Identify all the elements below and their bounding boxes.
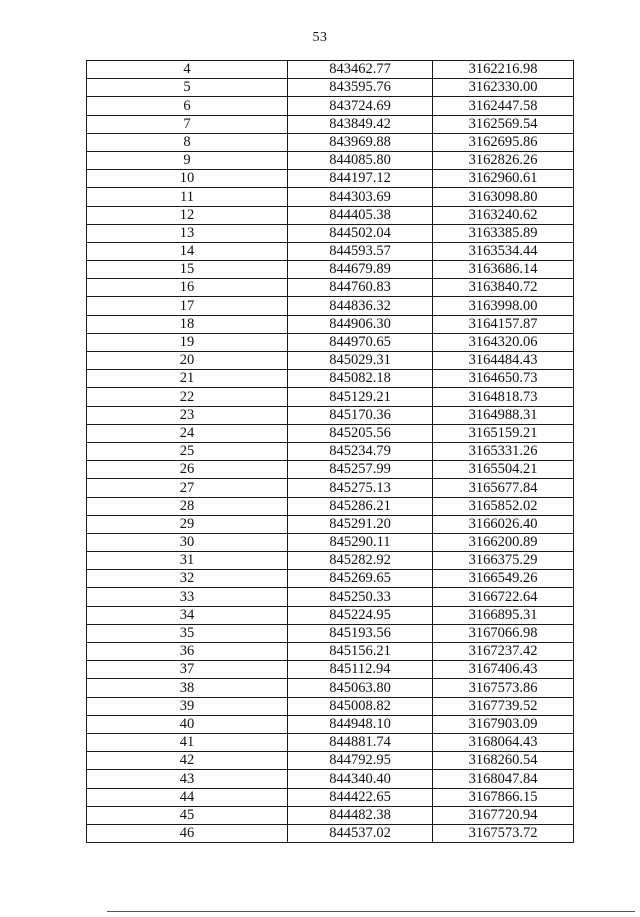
y-coordinate-cell: 3167573.86 [433, 679, 574, 697]
table-row [87, 733, 574, 751]
x-coordinate-cell: 844502.04 [288, 224, 433, 242]
y-coordinate-cell: 3166722.64 [433, 588, 574, 606]
x-coordinate-cell: 844085.80 [288, 151, 433, 169]
point-number-cell: 32 [87, 570, 288, 588]
point-number-cell: 42 [87, 752, 288, 770]
x-coordinate-cell: 845275.13 [288, 479, 433, 497]
x-coordinate-cell: 845112.94 [288, 661, 433, 679]
y-coordinate-cell: 3163534.44 [433, 242, 574, 260]
x-coordinate-cell: 845205.56 [288, 424, 433, 442]
point-number-cell: 17 [87, 297, 288, 315]
table-row [87, 624, 574, 642]
y-coordinate-cell: 3164818.73 [433, 388, 574, 406]
y-coordinate-cell: 3163385.89 [433, 224, 574, 242]
bottom-rule [107, 911, 635, 912]
x-coordinate-cell: 843849.42 [288, 115, 433, 133]
table-row [87, 206, 574, 224]
x-coordinate-cell: 844881.74 [288, 733, 433, 751]
x-coordinate-cell: 844970.65 [288, 333, 433, 351]
point-number-cell: 16 [87, 279, 288, 297]
y-coordinate-cell: 3165504.21 [433, 461, 574, 479]
table-row [87, 515, 574, 533]
x-coordinate-cell: 845029.31 [288, 352, 433, 370]
x-coordinate-cell: 845193.56 [288, 624, 433, 642]
table-row [87, 752, 574, 770]
table-row [87, 79, 574, 97]
y-coordinate-cell: 3168260.54 [433, 752, 574, 770]
table-row [87, 806, 574, 824]
x-coordinate-cell: 845129.21 [288, 388, 433, 406]
point-number-cell: 4 [87, 61, 288, 79]
y-coordinate-cell: 3162826.26 [433, 151, 574, 169]
table-row [87, 279, 574, 297]
x-coordinate-cell: 844537.02 [288, 824, 433, 842]
x-coordinate-cell: 845290.11 [288, 533, 433, 551]
point-number-cell: 10 [87, 170, 288, 188]
point-number-cell: 9 [87, 151, 288, 169]
x-coordinate-cell: 844792.95 [288, 752, 433, 770]
y-coordinate-cell: 3162447.58 [433, 97, 574, 115]
point-number-cell: 29 [87, 515, 288, 533]
point-number-cell: 34 [87, 606, 288, 624]
x-coordinate-cell: 843595.76 [288, 79, 433, 97]
point-number-cell: 5 [87, 79, 288, 97]
table-row [87, 151, 574, 169]
table-row [87, 461, 574, 479]
point-number-cell: 28 [87, 497, 288, 515]
point-number-cell: 45 [87, 806, 288, 824]
table-row [87, 242, 574, 260]
x-coordinate-cell: 845269.65 [288, 570, 433, 588]
table-row [87, 697, 574, 715]
x-coordinate-cell: 844405.38 [288, 206, 433, 224]
x-coordinate-cell: 845234.79 [288, 442, 433, 460]
y-coordinate-cell: 3163686.14 [433, 261, 574, 279]
x-coordinate-cell: 845063.80 [288, 679, 433, 697]
table-row [87, 788, 574, 806]
point-number-cell: 27 [87, 479, 288, 497]
y-coordinate-cell: 3168064.43 [433, 733, 574, 751]
x-coordinate-cell: 845156.21 [288, 643, 433, 661]
point-number-cell: 38 [87, 679, 288, 697]
point-number-cell: 43 [87, 770, 288, 788]
point-number-cell: 24 [87, 424, 288, 442]
y-coordinate-cell: 3164484.43 [433, 352, 574, 370]
table-row [87, 133, 574, 151]
point-number-cell: 11 [87, 188, 288, 206]
x-coordinate-cell: 843724.69 [288, 97, 433, 115]
table-body [87, 61, 574, 843]
y-coordinate-cell: 3167866.15 [433, 788, 574, 806]
x-coordinate-cell: 844948.10 [288, 715, 433, 733]
y-coordinate-cell: 3165159.21 [433, 424, 574, 442]
point-number-cell: 26 [87, 461, 288, 479]
point-number-cell: 39 [87, 697, 288, 715]
point-number-cell: 7 [87, 115, 288, 133]
point-number-cell: 13 [87, 224, 288, 242]
point-number-cell: 23 [87, 406, 288, 424]
point-number-cell: 21 [87, 370, 288, 388]
point-number-cell: 14 [87, 242, 288, 260]
table-row [87, 497, 574, 515]
y-coordinate-cell: 3167739.52 [433, 697, 574, 715]
table-row [87, 643, 574, 661]
y-coordinate-cell: 3164650.73 [433, 370, 574, 388]
x-coordinate-cell: 844482.38 [288, 806, 433, 824]
table-row [87, 388, 574, 406]
page-number: 53 [312, 30, 328, 45]
x-coordinate-cell: 844303.69 [288, 188, 433, 206]
point-number-cell: 44 [87, 788, 288, 806]
x-coordinate-cell: 844593.57 [288, 242, 433, 260]
y-coordinate-cell: 3164157.87 [433, 315, 574, 333]
y-coordinate-cell: 3165677.84 [433, 479, 574, 497]
x-coordinate-cell: 844836.32 [288, 297, 433, 315]
point-number-cell: 46 [87, 824, 288, 842]
x-coordinate-cell: 845082.18 [288, 370, 433, 388]
point-number-cell: 40 [87, 715, 288, 733]
point-number-cell: 25 [87, 442, 288, 460]
y-coordinate-cell: 3164320.06 [433, 333, 574, 351]
y-coordinate-cell: 3164988.31 [433, 406, 574, 424]
y-coordinate-cell: 3162330.00 [433, 79, 574, 97]
table-row [87, 261, 574, 279]
table-row [87, 715, 574, 733]
x-coordinate-cell: 844906.30 [288, 315, 433, 333]
table-row [87, 406, 574, 424]
x-coordinate-cell: 844679.89 [288, 261, 433, 279]
point-number-cell: 8 [87, 133, 288, 151]
table-row [87, 770, 574, 788]
x-coordinate-cell: 845286.21 [288, 497, 433, 515]
y-coordinate-cell: 3167406.43 [433, 661, 574, 679]
point-number-cell: 33 [87, 588, 288, 606]
x-coordinate-cell: 844422.65 [288, 788, 433, 806]
table-row [87, 115, 574, 133]
y-coordinate-cell: 3162216.98 [433, 61, 574, 79]
x-coordinate-cell: 845257.99 [288, 461, 433, 479]
point-number-cell: 22 [87, 388, 288, 406]
y-coordinate-cell: 3168047.84 [433, 770, 574, 788]
x-coordinate-cell: 844340.40 [288, 770, 433, 788]
point-number-cell: 19 [87, 333, 288, 351]
x-coordinate-cell: 845250.33 [288, 588, 433, 606]
y-coordinate-cell: 3167066.98 [433, 624, 574, 642]
table-row [87, 533, 574, 551]
y-coordinate-cell: 3166026.40 [433, 515, 574, 533]
x-coordinate-cell: 845008.82 [288, 697, 433, 715]
y-coordinate-cell: 3166200.89 [433, 533, 574, 551]
x-coordinate-cell: 845224.95 [288, 606, 433, 624]
point-number-cell: 31 [87, 552, 288, 570]
table-row [87, 170, 574, 188]
table-row [87, 61, 574, 79]
coordinates-table [86, 60, 574, 843]
table-row [87, 297, 574, 315]
y-coordinate-cell: 3166549.26 [433, 570, 574, 588]
table-row [87, 661, 574, 679]
point-number-cell: 20 [87, 352, 288, 370]
table-row [87, 679, 574, 697]
point-number-cell: 15 [87, 261, 288, 279]
y-coordinate-cell: 3166895.31 [433, 606, 574, 624]
x-coordinate-cell: 845282.92 [288, 552, 433, 570]
point-number-cell: 37 [87, 661, 288, 679]
point-number-cell: 30 [87, 533, 288, 551]
x-coordinate-cell: 843462.77 [288, 61, 433, 79]
x-coordinate-cell: 844760.83 [288, 279, 433, 297]
table-row [87, 479, 574, 497]
y-coordinate-cell: 3163098.80 [433, 188, 574, 206]
point-number-cell: 6 [87, 97, 288, 115]
table-row [87, 606, 574, 624]
y-coordinate-cell: 3163240.62 [433, 206, 574, 224]
y-coordinate-cell: 3162569.54 [433, 115, 574, 133]
point-number-cell: 41 [87, 733, 288, 751]
point-number-cell: 12 [87, 206, 288, 224]
y-coordinate-cell: 3167720.94 [433, 806, 574, 824]
table-row [87, 315, 574, 333]
point-number-cell: 36 [87, 643, 288, 661]
table-row [87, 370, 574, 388]
y-coordinate-cell: 3163998.00 [433, 297, 574, 315]
table-row [87, 333, 574, 351]
x-coordinate-cell: 845170.36 [288, 406, 433, 424]
point-number-cell: 18 [87, 315, 288, 333]
table-row [87, 188, 574, 206]
y-coordinate-cell: 3163840.72 [433, 279, 574, 297]
table-row [87, 570, 574, 588]
point-number-cell: 35 [87, 624, 288, 642]
y-coordinate-cell: 3166375.29 [433, 552, 574, 570]
y-coordinate-cell: 3167573.72 [433, 824, 574, 842]
table-row [87, 97, 574, 115]
y-coordinate-cell: 3165852.02 [433, 497, 574, 515]
y-coordinate-cell: 3167903.09 [433, 715, 574, 733]
table-row [87, 552, 574, 570]
x-coordinate-cell: 845291.20 [288, 515, 433, 533]
y-coordinate-cell: 3165331.26 [433, 442, 574, 460]
table-row [87, 424, 574, 442]
table-row [87, 824, 574, 842]
table-row [87, 442, 574, 460]
table-row [87, 588, 574, 606]
x-coordinate-cell: 844197.12 [288, 170, 433, 188]
y-coordinate-cell: 3162695.86 [433, 133, 574, 151]
y-coordinate-cell: 3162960.61 [433, 170, 574, 188]
table-row [87, 224, 574, 242]
y-coordinate-cell: 3167237.42 [433, 643, 574, 661]
x-coordinate-cell: 843969.88 [288, 133, 433, 151]
table-row [87, 352, 574, 370]
